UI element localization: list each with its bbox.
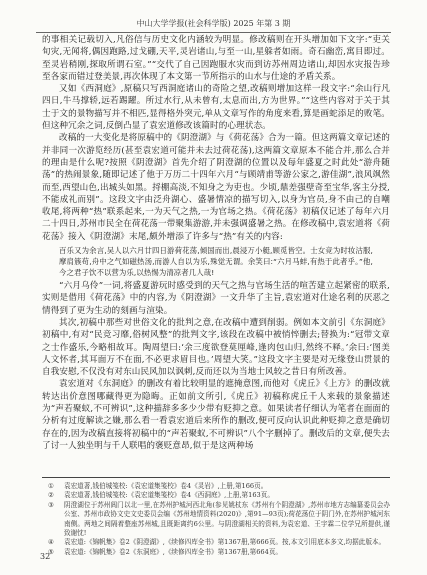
body-paragraph: 又如《西洞庭》,原稿只写西洞庭诸山的奇险之望,改稿则增加这样一段文字:“余山行凡四日,牛马撑轿,远若踢躍。所过水行,从未曾有,太息而出,方为世界。”“这些内容对于关于其士于文的景物描写并不相匹,显得格外突元,单从文章写作的角度来看,算是画蛇添足的败笔。但这种冗余之词,反倒凸显了袁宏道修改该篇时的心理状态。: [42, 84, 390, 132]
footnote-text: 袁宏道:《锦帆集》卷2《东洞庭》,《续修四库全书》第1367册,第664页。: [64, 547, 283, 556]
footnote-text: 袁宏道著,钱伯城笺校:《袁宏道集笺校》卷4《西洞庭》,上册,第163页。: [64, 491, 274, 500]
body-paragraph: 其次,初稿中那些对世俗文化的批判之意,在改稿中遭到削弱。例如本文前引《东洞庭》初稿中,有对“民竞习靡,俗树风整”的批判文字,该段在改稿中被悄悴删去;替换为:“冠带文章之士作盛乐,今略相故耳。陶周望曰:‘余三度欲登莫厘峰,逢肉包山归,然终不释。’余曰:‘图美人文怀者,其耳面万不在面,不必更求眉目也。’周望大笑。”这段文字主要是对无缘登山贯景的自我安慰,不仅没有对东山民风加以讽刺,反而还以为当地士风较之昔日有所改善。: [42, 317, 390, 378]
footnote: [42, 482, 390, 491]
footnote-mark: ④: [48, 538, 54, 547]
body-paragraph: 改稿的一大变化是将原稿中的《阴澄湖》与《荷花荡》合为一篇。但这两篇文章记述的并非同一次游览经历(甚至袁宏道可能并未去过荷花荡),这两篇文章原本不能合并,那么合并的理由是什么呢?按照《阴澄湖》首先介绍了阴澄湖的位置以及每年盛夏之时此处“游舟随荡”的热闹景象,随即记述了他于万历二十四年六月“与顾靖甫等游公家之,游佳湖”,浪风飒然而至,西望山色,出城头如黑。捋棚高淡,不知身之为吏也。少顷,鼎差强壁奇至宝华,客主分授,不能成礼而别”。这段文字由泛舟湖心、盛暑情凉的描写切入,以身为官员,身不由己的自嘲收尾,将两种“热”联系起来,一为天气之热,一为官场之热。《荷花荡》初稿仅记述了每年六月二十四日,苏州市民全在荷花荡一带聚集游游,并未强调盛暑之热。在修改稿中,袁宏道将《荷花荡》接入《阴澄湖》末尾,颇外增添了许多与“热”有关的内容:: [42, 133, 390, 242]
footnote-text: 袁宏道:《锦帆集》卷2《阴澄湖》,《续修四库全书》第1367册,第666页。按,本文引用底本多文,均据此版本。: [64, 538, 386, 547]
footnote-text: 阴澄湖位于苏州阊门以北一里,在苏州护城河西北角(参见姚杖东《苏州有个阴澄湖》,苏州市地方志编纂委员会办公室、苏州市政协文史文史委员会编《苏州地情资料(2020)》,第91—93页);荷花荡位于阴门外,在苏州护城河东南侧。两地之间隔着整座苏州城,且既距离约6公里。与阴澄湖相关的资料,为袁宏道、王宇霖二位学兄所提供,谨致谢忱!: [64, 500, 390, 538]
footnote: [42, 491, 390, 500]
footnote-mark: ⑤: [48, 547, 54, 556]
body-paragraph: 袁宏道对《东洞庭》的删改有着比较明显的遮掩意图,而他对《虎丘》《上方》的删改就转达出价意图哪藏得更为隐晦。正如前文所引,《虎丘》初稿称虎丘千人来载的景象描述为“声若聚蚁,不可辨识”,这种描辞多多少少带有贬抑之意。如果读者仔细认为笔者在面面的分析有过度解读之嫌,那么看一看袁宏道后来所作的删改,便可反向认识此种贬抑之意是确切存在的,因为改稿直接将初稿中的“声若聚蚁,不可辨识”八个字删掉了。删改后的文章,便失去了讨一人独坐明与千人联唱的褒贬意昂,似于是这两种场: [42, 379, 390, 451]
footnote-mark: ③: [48, 500, 54, 509]
footnote-text: 袁宏道著,钱伯城笺校:《袁宏道集笺校》卷4《灵岩》,上册,第166页。: [64, 482, 268, 490]
body-paragraph: “六月乌伶”一词,将盛夏游玩时感受到的天气之热与官场生活的喧苦建立起紧密的联系,实则是借用《荷花荡》中的内容,为《阴澄湖》一文升华了主旨,袁宏道对仕途名利的厌恶之情得到了更为生动的刻画与渲染。: [42, 281, 390, 316]
running-header: 中山大学学报(社会科学版) 2025 年第 3 期: [36, 18, 391, 33]
page-number: 32: [40, 552, 51, 561]
footnote-mark: ①: [48, 482, 54, 490]
footnote: [42, 501, 390, 539]
body-text: [42, 34, 390, 452]
body-paragraph: 的事相关记载切入,凡俗信与历史文化内涵较为明显。修改稿则在开头增加如下文字:“吏关旬灾,无闻将,偶因跑路,过戈硼,天平,灵岩诸山,与至一山,星躲者如雨。奇石幽峦,寓目即过。至灵岩稍刚,探取所谓石室。”“交代了自己因跑服水灾而到访苏州周边诸山,却因水灾报告珍至各家而错过登美景,再次体现了本文第一节所指示的山水与仕途的矛盾关系。: [42, 35, 390, 82]
footnote: [42, 548, 390, 557]
footnotes: [42, 477, 390, 557]
footnote-mark: ②: [48, 491, 54, 500]
footnote: [42, 538, 390, 547]
block-quote: 百乐又为余言,吴人以六月廿四日游荷花荡,倾国而出,晨浸万小艇,顾觅皆空。士女竞为时妆沽服,摩肩簇苟,舟中之气如磁热汤,而游人自以为乐,殊觉无谓。余笑曰:“六月马蚌,有热于此者乎。”他,今之君子饮不以营为乐,以热惕为清凉者几人哉!: [59, 246, 373, 278]
